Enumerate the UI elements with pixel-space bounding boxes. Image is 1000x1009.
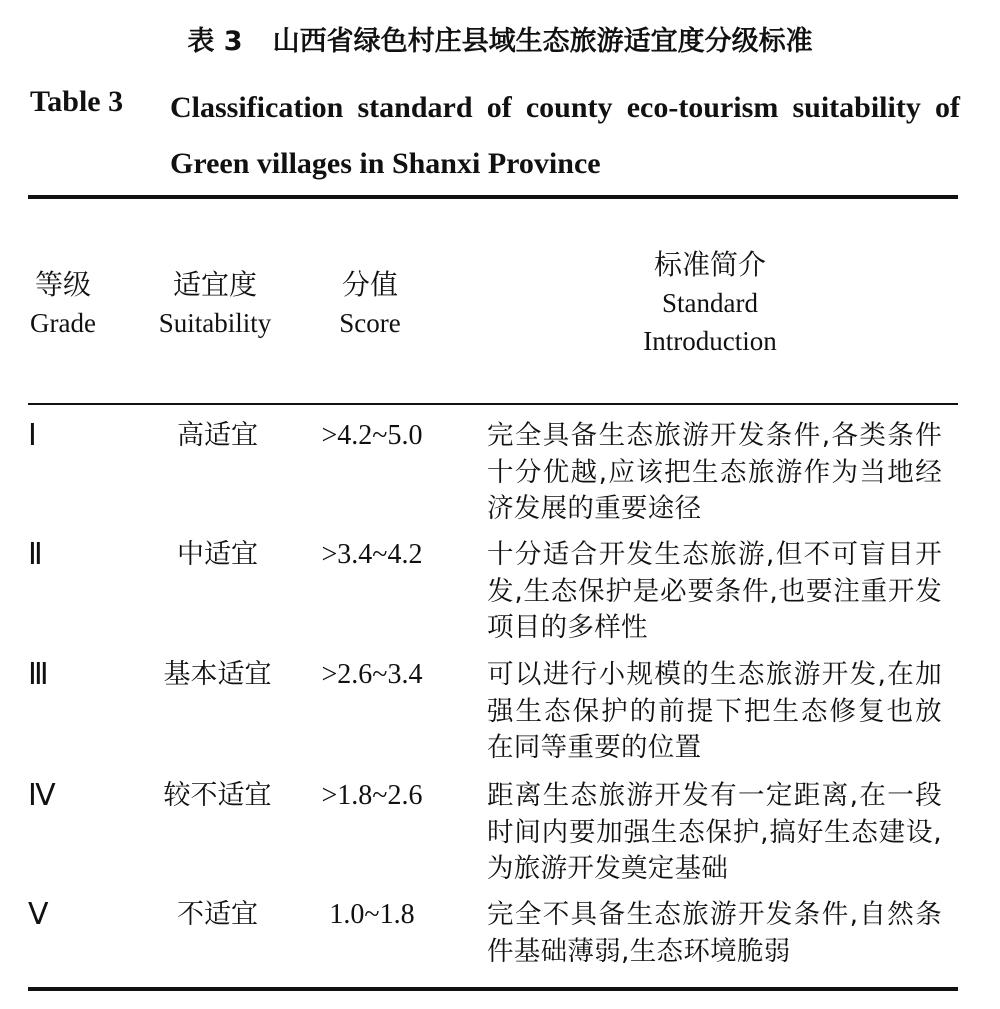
cell-score: >4.2~5.0 <box>321 420 423 451</box>
table-bottom-rule <box>28 987 958 991</box>
table-top-rule <box>28 195 958 199</box>
header-intro: 标准简介 Standard Introduction <box>643 248 777 356</box>
cell-grade: Ⅴ <box>28 898 49 931</box>
cell-intro: 完全不具备生态旅游开发条件,自然条件基础薄弱,生态环境脆弱 <box>487 899 942 967</box>
cell-score: 1.0~1.8 <box>329 899 415 930</box>
cell-suitability: 不适宜 <box>177 899 258 930</box>
cell-suitability: 基本适宜 <box>163 659 272 690</box>
table-header-rule <box>28 403 958 405</box>
cell-suitability: 中适宜 <box>177 539 258 570</box>
cell-suitability: 较不适宜 <box>163 780 272 811</box>
table-label-cn: 表 3 <box>187 26 243 57</box>
cell-grade: Ⅳ <box>28 779 56 812</box>
header-suitability: 适宜度 Suitability <box>158 268 272 338</box>
cell-intro: 可以进行小规模的生态旅游开发,在加强生态保护的前提下把生态修复也放在同等重要的位置 <box>487 659 942 763</box>
cell-intro: 完全具备生态旅游开发条件,各类条件十分优越,应该把生态旅游作为当地经济发展的重要途径 <box>487 420 942 524</box>
table-title-cn: 山西省绿色村庄县域生态旅游适宜度分级标准 <box>272 26 813 57</box>
table-caption-cn <box>0 22 1000 62</box>
table-label-en: Table 3 <box>30 85 124 118</box>
cell-grade: Ⅲ <box>28 658 49 691</box>
cell-suitability: 高适宜 <box>177 420 258 451</box>
cell-grade: Ⅱ <box>28 538 43 571</box>
cell-score: >3.4~4.2 <box>321 539 423 570</box>
header-score: 分值 Score <box>339 268 401 338</box>
table-title-en: Classification standard of county eco-tourism suitability of Green villages in Shanxi Province <box>170 91 960 180</box>
cell-grade: Ⅰ <box>28 419 37 452</box>
cell-score: >1.8~2.6 <box>321 780 423 811</box>
cell-intro: 距离生态旅游开发有一定距离,在一段时间内要加强生态保护,搞好生态建设,为旅游开发奠定基础 <box>487 780 942 884</box>
header-grade: 等级 Grade <box>30 268 96 338</box>
cell-score: >2.6~3.4 <box>321 659 423 690</box>
cell-intro: 十分适合开发生态旅游,但不可盲目开发,生态保护是必要条件,也要注重开发项目的多样性 <box>487 539 942 643</box>
